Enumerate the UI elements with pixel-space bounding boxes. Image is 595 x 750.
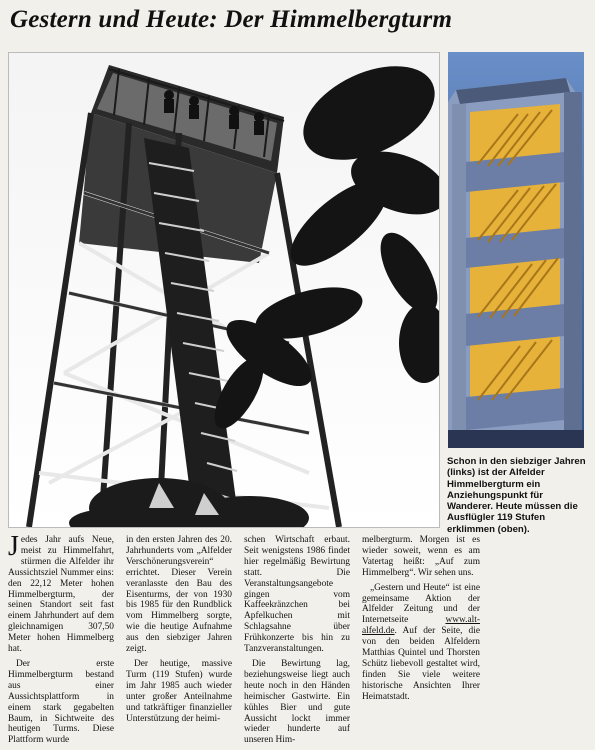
photo-iron-tower [8,52,440,528]
article-column-3 [244,535,350,750]
website-link[interactable]: www.alt-alfeld.de [362,615,480,637]
article-paragraph: Der heutige, massive Turm (119 Stufen) wurde im Jahr 1985 auch wieder unter großer Anteilnahme und tatkräftiger finanzieller Unterstützung der heimi- [126,658,232,724]
article-paragraph: melbergturm. Morgen ist es wieder soweit, wenn es am Vatertag heißt: „Auf zum Himmelberg“. Wir sehen uns. [362,535,480,578]
article-paragraph [362,583,480,703]
iron-tower-illustration [9,53,439,527]
article-column-4 [362,535,480,707]
article-paragraph: schen Wirtschaft erbaut. Seit wenigstens 1986 findet hier regelmäßig Bewirtung statt. Die Veranstaltungsangebote gingen vom Kaffeekränzchen bei Apfelkuchen mit Schlagsahne über Frühkonzerte bis hin zu Tanzveranstaltungen. [244,535,350,655]
concrete-tower-illustration [448,52,584,448]
article-body [8,531,588,746]
dropcap: J [8,531,19,562]
article-paragraph: Die Bewirtung lag, beziehungsweise liegt auch heute noch in den Händen heimischer Gastwirte. Ein kühles Bier und gute Aussicht lockt immer wieder hunderte auf unseren Him- [244,658,350,746]
photo-caption: Schon in den siebziger Jahren (links) ist der Alfelder Himmelbergturm ein Anziehungspunkt für Wanderer. Heute müssen die Ausflügler 119 Stufen erklimmen (oben). [447,456,586,535]
article-paragraph [8,531,114,655]
paragraph-text: edes Jahr aufs Neue, meist zu Himmelfahrt, stürmen die Alfelder ihr Aussichtsziel Nummer eins: den 22,12 Meter hohen Himmelbergturm, der seinen Standort seit fast einem Jahrhundert auf dem gleichnamigen 307,50 Meter hohen Himmelberg hat. [8,535,114,655]
paragraph-text: „Gestern und Heute“ ist eine gemeinsame Aktion der Alfelder Zeitung und der Internetseite [362,582,480,626]
headline: Gestern und Heute: Der Himmelbergturm [10,6,453,33]
article-column-2 [126,535,232,728]
article-paragraph: in den ersten Jahren des 20. Jahrhunderts vom „Alfelder Verschönerungsverein“ errichtet. Dieser Verein veranlasste den Bau des Eisenturms, der von 1930 bis 1985 für den Rundblick vom Himmelberg sorgte, wie die heutige Aufnahme aus den siebziger Jahren zeigt. [126,535,232,655]
photo-concrete-tower [448,52,584,448]
article-paragraph: Der erste Himmelbergturm bestand aus einer Aussichtsplattform in einem stark gegabelten Baum, in Sichtweite des heutigen Turms. Diese Plattform wurde [8,658,114,746]
article-column-1 [8,531,114,750]
paragraph-text: . Auf der Seite, die von den beiden Alfeldern Matthias Quintel und Thorsten Schütz liebevoll gestaltet wird, finden Sie viele weitere historische Ansichten Ihrer Heimatstadt. [362,626,480,702]
